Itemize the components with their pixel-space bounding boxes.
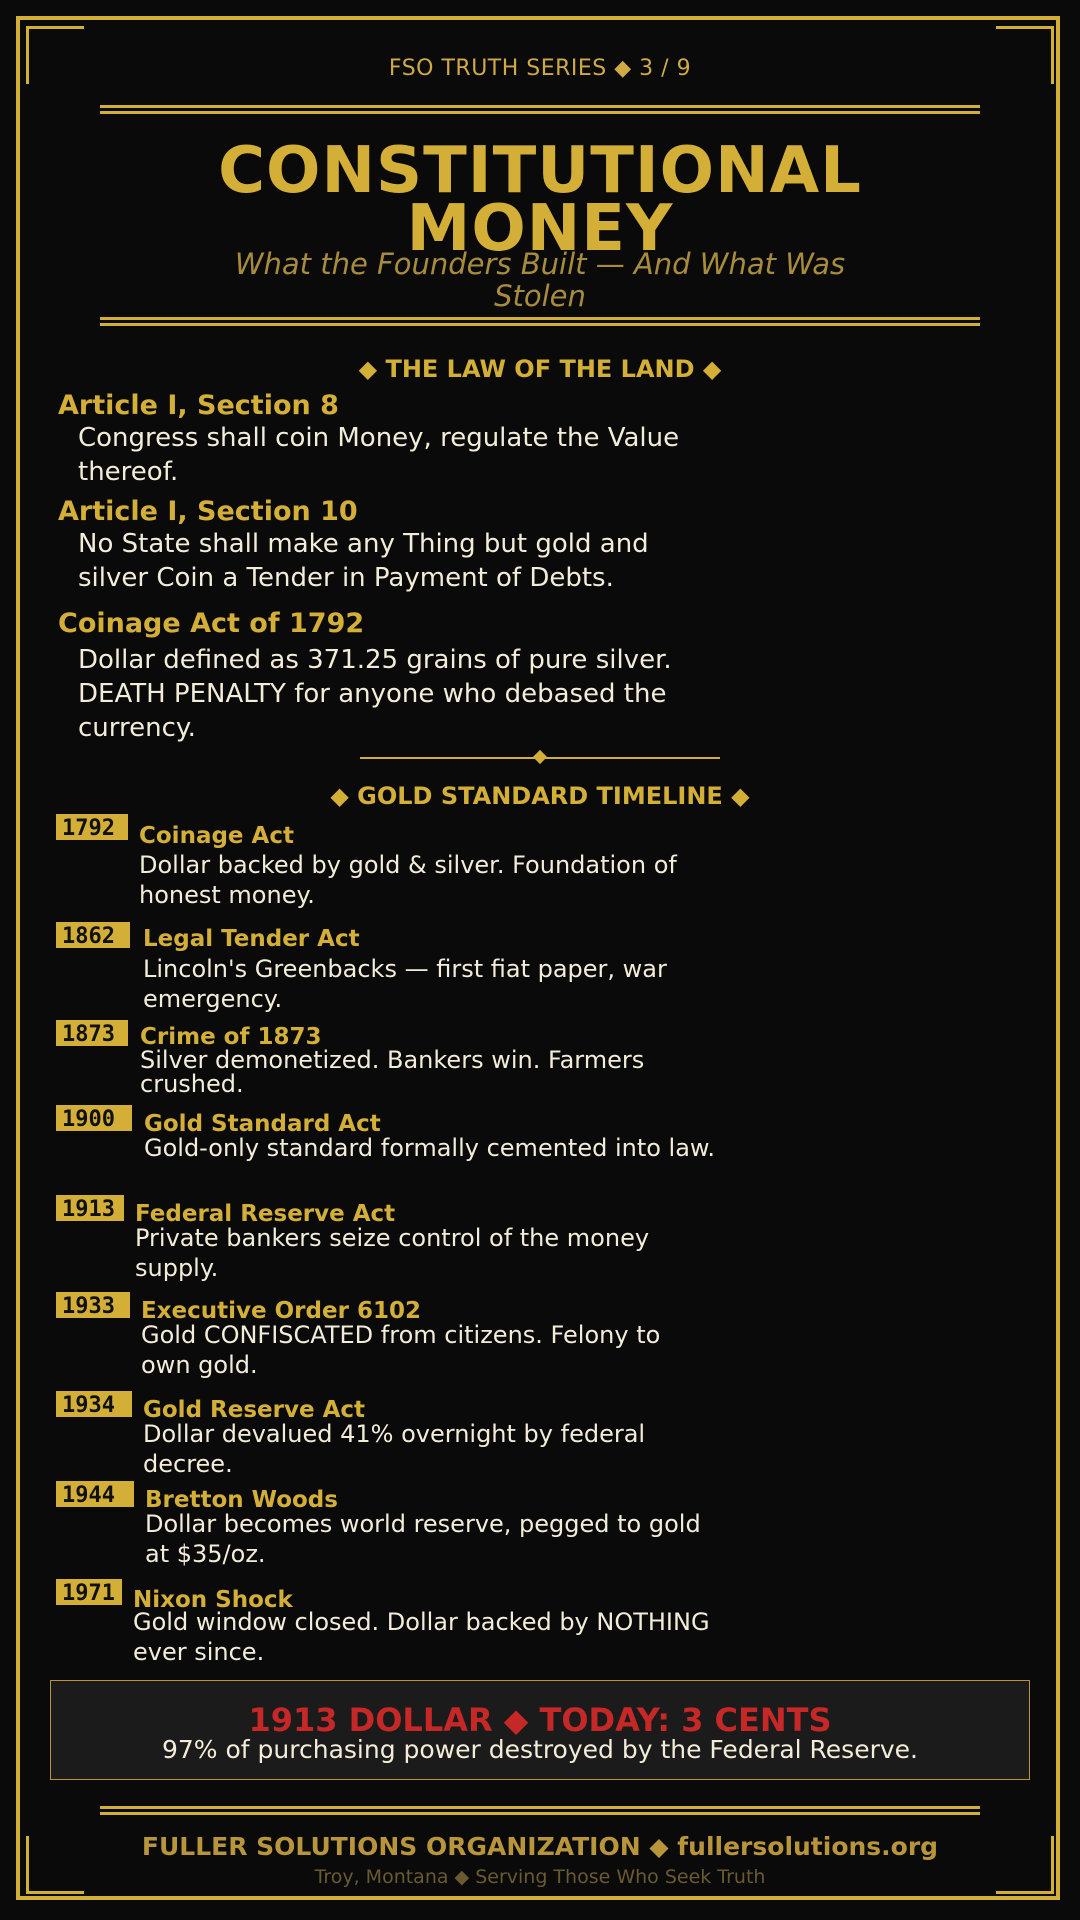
law-section-heading: ◆ THE LAW OF THE LAND ◆ [358,355,722,383]
timeline-year-badge: 1944 [56,1481,134,1507]
series-label: FSO TRUTH SERIES ◆ 3 / 9 [388,56,692,81]
law-text-coinage-act: Dollar defined as 371.25 grains of pure silver. DEATH PENALTY for anyone who debased the currency. [78,645,672,743]
footer-organization: FULLER SOLUTIONS ORGANIZATION ◆ fullersolutions.org [141,1832,939,1861]
timeline-event-name: Gold Reserve Act [143,1397,366,1423]
timeline-year-badge: 1900 [56,1105,132,1131]
header-rule-bottom [100,317,980,326]
timeline-event-name: Federal Reserve Act [135,1201,396,1227]
law-title-coinage-act: Coinage Act of 1792 [58,608,365,639]
timeline-event-desc: Private bankers seize control of the money supply. [135,1224,650,1282]
footer-rule [100,1806,980,1815]
timeline-event-desc: Gold-only standard formally cemented into law. [144,1134,715,1162]
timeline-event-desc: Gold window closed. Dollar backed by NOTHING ever since. [133,1608,710,1666]
timeline-event-name: Gold Standard Act [144,1111,381,1137]
timeline-event-name: Nixon Shock [133,1587,293,1613]
banner-subtext: 97% of purchasing power destroyed by the Federal Reserve. [161,1735,918,1764]
timeline-year-badge: 1792 [56,814,128,840]
law-text-art1-sec8: Congress shall coin Money, regulate the Value thereof. [78,423,680,487]
law-title-art1-sec8: Article I, Section 8 [58,390,339,421]
timeline-year-badge: 1862 [56,922,130,948]
timeline-year-badge: 1971 [56,1579,122,1605]
timeline-event-name: Bretton Woods [145,1487,338,1513]
law-title-art1-sec10: Article I, Section 10 [58,496,358,527]
purchasing-power-banner [50,1680,1030,1780]
timeline-year-badge: 1933 [56,1292,130,1318]
page-title [0,134,1080,266]
law-text-art1-sec10: No State shall make any Thing but gold and silver Coin a Tender in Payment of Debts. [78,529,649,593]
timeline-section-heading: ◆ GOLD STANDARD TIMELINE ◆ [330,782,750,810]
timeline-event-desc: Dollar devalued 41% overnight by federal decree. [143,1420,646,1478]
timeline-event-desc: Silver demonetized. Bankers win. Farmers crushed. [140,1046,645,1098]
timeline-event-name: Legal Tender Act [143,926,360,952]
timeline-event-name: Executive Order 6102 [141,1298,421,1324]
timeline-event-desc: Lincoln's Greenbacks — first fiat paper, war emergency. [143,955,667,1013]
timeline-event-name: Coinage Act [139,823,294,849]
timeline-event-desc: Dollar becomes world reserve, pegged to gold at $35/oz. [145,1510,701,1568]
timeline-event-desc: Gold CONFISCATED from citizens. Felony to own gold. [141,1321,661,1379]
footer-location: Troy, Montana ◆ Serving Those Who Seek Truth [314,1866,766,1888]
timeline-event-name: Crime of 1873 [140,1024,322,1050]
timeline-year-badge: 1913 [56,1195,124,1221]
banner-headline: 1913 DOLLAR ◆ TODAY: 3 CENTS [248,1701,832,1739]
timeline-year-badge: 1873 [56,1020,128,1046]
title-line-1: CONSTITUTIONAL [218,134,862,208]
timeline-year-badge: 1934 [56,1391,132,1417]
timeline-event-desc: Dollar backed by gold & silver. Foundation of honest money. [139,851,677,909]
header-rule-top [100,105,980,114]
page-subtitle: What the Founders Built — And What Was Stolen [234,247,846,313]
title-line-2: MONEY [406,192,674,266]
